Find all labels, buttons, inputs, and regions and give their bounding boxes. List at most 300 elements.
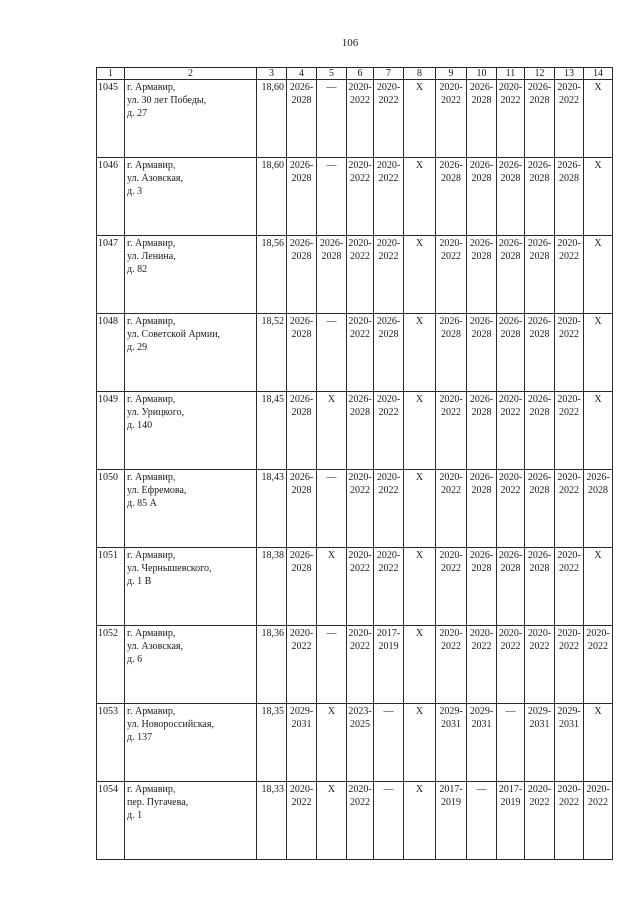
period-line: 2022	[350, 797, 370, 808]
period-cell	[436, 392, 467, 470]
area-cell: 18,60	[257, 80, 287, 158]
period-line: 2020-	[557, 472, 581, 483]
period-cell	[374, 392, 404, 470]
period-line: 2026-	[498, 316, 523, 327]
period-line: Х	[415, 472, 424, 483]
period-cell	[497, 782, 525, 860]
period-cell	[287, 548, 317, 626]
period-line: 2022	[500, 407, 521, 418]
period-line: 2020-	[376, 394, 401, 405]
period-line: 2020-	[439, 628, 463, 639]
period-line: 2022	[378, 563, 399, 574]
period-cell	[374, 704, 404, 782]
period-line: —	[326, 628, 337, 639]
table-row	[97, 158, 613, 236]
period-line: 2020-	[557, 238, 581, 249]
period-cell	[436, 626, 467, 704]
period-line: 2020-	[557, 628, 581, 639]
period-line: Х	[415, 394, 424, 405]
period-line: 2022	[588, 797, 608, 808]
period-line: Х	[594, 550, 602, 561]
period-cell	[287, 392, 317, 470]
period-cell	[347, 626, 374, 704]
period-line: 2022	[441, 641, 461, 652]
period-cell	[467, 158, 497, 236]
period-line: 2026-	[319, 238, 344, 249]
table-row	[97, 470, 613, 548]
column-number: 14	[584, 68, 613, 80]
period-cell	[584, 236, 613, 314]
period-cell	[467, 314, 497, 392]
period-cell	[374, 80, 404, 158]
address-cell	[125, 704, 257, 782]
address-cell	[125, 80, 257, 158]
period-line: 2026-	[469, 472, 494, 483]
column-number: 2	[125, 68, 257, 80]
address-line: г. Армавир,	[127, 394, 176, 405]
address-line: пер. Пугачева,	[127, 797, 189, 808]
period-cell	[555, 470, 584, 548]
period-cell	[347, 392, 374, 470]
period-line: 2026-	[289, 316, 314, 327]
period-line: Х	[594, 706, 602, 717]
address-line: ул. 30 лет Победы,	[127, 95, 207, 106]
address-line: ул. Советской Армии,	[127, 329, 221, 340]
period-line: Х	[594, 238, 602, 249]
period-line: 2022	[378, 251, 399, 262]
period-cell	[317, 470, 347, 548]
period-line: 2022	[441, 251, 461, 262]
period-line: Х	[415, 706, 424, 717]
period-line: 2026-	[289, 160, 314, 171]
table-row	[97, 704, 613, 782]
period-cell	[374, 158, 404, 236]
period-cell	[317, 158, 347, 236]
address-line: д. 1	[127, 810, 143, 821]
period-line: 2022	[350, 329, 370, 340]
period-line: Х	[594, 316, 602, 327]
period-cell	[584, 782, 613, 860]
period-line: 2020-	[557, 394, 581, 405]
row-number: 1050	[97, 470, 125, 548]
period-cell	[317, 236, 347, 314]
area-cell: 18,52	[257, 314, 287, 392]
period-line: 2028	[559, 173, 579, 184]
period-line: 2028	[500, 329, 521, 340]
period-line: 2026-	[498, 160, 523, 171]
period-line: 2019	[500, 797, 521, 808]
period-line: 2026-	[348, 394, 372, 405]
period-cell	[555, 392, 584, 470]
address-line: д. 27	[127, 108, 148, 119]
period-line: 2028	[321, 251, 342, 262]
period-line: 2029-	[557, 706, 581, 717]
period-line: 2017-	[498, 784, 523, 795]
period-cell	[374, 314, 404, 392]
period-cell	[555, 314, 584, 392]
area-cell: 18,45	[257, 392, 287, 470]
period-line: 2022	[500, 95, 521, 106]
period-cell	[584, 626, 613, 704]
period-cell	[467, 704, 497, 782]
address-line: г. Армавир,	[127, 784, 176, 795]
period-cell	[467, 236, 497, 314]
period-line: 2020-	[376, 238, 401, 249]
period-line: 2022	[441, 563, 461, 574]
period-cell	[525, 704, 555, 782]
period-line: 2028	[291, 95, 312, 106]
period-line: 2029-	[289, 706, 314, 717]
period-line: 2026-	[469, 316, 494, 327]
area-cell: 18,38	[257, 548, 287, 626]
row-number: 1049	[97, 392, 125, 470]
column-number: 10	[467, 68, 497, 80]
column-number: 1	[97, 68, 125, 80]
period-line: 2022	[559, 641, 579, 652]
period-line: Х	[327, 706, 336, 717]
period-line: 2022	[350, 563, 370, 574]
period-cell	[467, 80, 497, 158]
period-cell	[497, 626, 525, 704]
table-row	[97, 626, 613, 704]
period-line: 2028	[529, 251, 550, 262]
period-line: 2022	[441, 485, 461, 496]
period-line: —	[476, 784, 487, 795]
column-number: 5	[317, 68, 347, 80]
period-cell	[374, 782, 404, 860]
period-cell	[497, 314, 525, 392]
address-line: д. 85 А	[127, 498, 157, 509]
period-line: 2028	[350, 407, 370, 418]
period-line: 2028	[291, 329, 312, 340]
period-cell	[374, 626, 404, 704]
period-cell	[317, 392, 347, 470]
period-line: 2020-	[439, 238, 463, 249]
period-line: 2028	[529, 563, 550, 574]
period-cell	[287, 704, 317, 782]
period-cell	[436, 314, 467, 392]
period-line: 2029-	[469, 706, 494, 717]
period-line: 2028	[588, 485, 608, 496]
period-line: 2022	[350, 251, 370, 262]
period-cell	[347, 782, 374, 860]
period-line: 2031	[471, 719, 492, 730]
period-line: —	[383, 784, 394, 795]
period-line: 2028	[529, 329, 550, 340]
period-line: 2028	[471, 485, 492, 496]
address-line: ул. Ефремова,	[127, 485, 187, 496]
period-line: 2028	[291, 173, 312, 184]
period-line: 2019	[441, 797, 461, 808]
period-cell	[287, 626, 317, 704]
period-line: 2019	[378, 641, 399, 652]
period-line: 2026-	[527, 394, 552, 405]
address-line: г. Армавир,	[127, 238, 176, 249]
period-line: 2026-	[439, 316, 463, 327]
period-line: 2026-	[557, 160, 581, 171]
period-cell	[317, 704, 347, 782]
period-line: 2028	[291, 485, 312, 496]
period-line: 2022	[559, 329, 579, 340]
period-line: 2022	[559, 485, 579, 496]
period-line: 2026-	[289, 472, 314, 483]
period-cell	[347, 548, 374, 626]
housing-schedule-table	[96, 67, 613, 860]
period-line: 2020-	[498, 394, 523, 405]
period-cell	[404, 782, 436, 860]
period-cell	[347, 236, 374, 314]
period-line: 2020-	[348, 238, 372, 249]
column-number-row	[97, 68, 613, 80]
period-line: 2022	[350, 95, 370, 106]
period-line: 2026-	[376, 316, 401, 327]
period-cell	[525, 548, 555, 626]
address-line: ул. Чернышевского,	[127, 563, 212, 574]
period-line: 2026-	[527, 472, 552, 483]
period-line: 2028	[529, 407, 550, 418]
address-line: д. 1 В	[127, 576, 152, 587]
period-line: Х	[327, 394, 336, 405]
row-number: 1052	[97, 626, 125, 704]
period-line: 2026-	[469, 82, 494, 93]
address-line: д. 82	[127, 264, 148, 275]
column-number: 8	[404, 68, 436, 80]
period-cell	[436, 80, 467, 158]
address-line: ул. Азовская,	[127, 641, 184, 652]
period-line: Х	[327, 550, 336, 561]
period-cell	[317, 548, 347, 626]
period-line: 2028	[291, 407, 312, 418]
period-cell	[404, 626, 436, 704]
period-line: 2026-	[527, 238, 552, 249]
period-cell	[436, 782, 467, 860]
period-line: Х	[594, 394, 602, 405]
period-cell	[317, 626, 347, 704]
column-number: 4	[287, 68, 317, 80]
period-line: 2026-	[289, 550, 314, 561]
period-cell	[404, 392, 436, 470]
period-line: 2020-	[439, 550, 463, 561]
period-cell	[525, 158, 555, 236]
period-cell	[287, 236, 317, 314]
table-row	[97, 314, 613, 392]
period-cell	[497, 470, 525, 548]
period-line: 2022	[500, 641, 521, 652]
address-line: г. Армавир,	[127, 316, 176, 327]
period-cell	[525, 236, 555, 314]
period-cell	[404, 314, 436, 392]
period-cell	[497, 704, 525, 782]
period-line: 2020-	[348, 784, 372, 795]
period-cell	[347, 470, 374, 548]
period-line: 2026-	[527, 550, 552, 561]
period-line: 2022	[441, 95, 461, 106]
period-cell	[287, 314, 317, 392]
period-line: 2028	[529, 485, 550, 496]
period-cell	[525, 80, 555, 158]
period-line: 2020-	[439, 472, 463, 483]
address-cell	[125, 782, 257, 860]
period-line: 2020-	[289, 784, 314, 795]
period-cell	[467, 782, 497, 860]
address-line: ул. Азовская,	[127, 173, 184, 184]
period-line: 2020-	[498, 472, 523, 483]
period-line: 2022	[350, 173, 370, 184]
period-cell	[287, 782, 317, 860]
period-line: 2029-	[527, 706, 552, 717]
period-cell	[374, 548, 404, 626]
period-cell	[584, 392, 613, 470]
period-line: 2026-	[469, 160, 494, 171]
period-line: —	[326, 316, 337, 327]
period-line: 2026-	[469, 238, 494, 249]
column-number: 6	[347, 68, 374, 80]
address-line: г. Армавир,	[127, 82, 176, 93]
period-cell	[404, 236, 436, 314]
period-line: 2020-	[527, 628, 552, 639]
period-cell	[436, 548, 467, 626]
period-line: 2028	[471, 173, 492, 184]
period-cell	[404, 158, 436, 236]
period-cell	[584, 80, 613, 158]
address-line: д. 6	[127, 654, 143, 665]
period-line: 2022	[350, 485, 370, 496]
period-line: 2022	[378, 95, 399, 106]
row-number: 1045	[97, 80, 125, 158]
period-cell	[347, 158, 374, 236]
period-line: 2031	[291, 719, 312, 730]
table-row	[97, 782, 613, 860]
period-cell	[555, 80, 584, 158]
period-line: 2026-	[586, 472, 610, 483]
period-line: 2028	[471, 329, 492, 340]
period-cell	[317, 782, 347, 860]
address-cell	[125, 392, 257, 470]
period-line: —	[383, 706, 394, 717]
period-line: 2022	[378, 485, 399, 496]
period-line: 2026-	[289, 394, 314, 405]
column-number: 9	[436, 68, 467, 80]
period-cell	[467, 548, 497, 626]
period-line: 2022	[529, 641, 550, 652]
period-cell	[555, 548, 584, 626]
period-line: —	[326, 82, 337, 93]
period-cell	[555, 782, 584, 860]
period-line: 2020-	[498, 82, 523, 93]
period-line: 2020-	[348, 628, 372, 639]
area-cell: 18,60	[257, 158, 287, 236]
address-line: г. Армавир,	[127, 706, 176, 717]
address-cell	[125, 470, 257, 548]
period-line: 2022	[559, 95, 579, 106]
area-cell: 18,35	[257, 704, 287, 782]
period-line: 2022	[500, 485, 521, 496]
period-line: Х	[594, 82, 602, 93]
period-line: 2020-	[498, 628, 523, 639]
period-line: 2020-	[289, 628, 314, 639]
period-line: 2020-	[557, 82, 581, 93]
row-number: 1053	[97, 704, 125, 782]
period-line: 2026-	[527, 82, 552, 93]
period-line: 2023-	[348, 706, 372, 717]
period-cell	[287, 80, 317, 158]
period-line: 2028	[471, 95, 492, 106]
address-line: ул. Урицкого,	[127, 407, 185, 418]
period-cell	[555, 704, 584, 782]
period-cell	[467, 470, 497, 548]
period-line: Х	[415, 238, 424, 249]
period-line: Х	[415, 550, 424, 561]
address-cell	[125, 548, 257, 626]
address-line: д. 140	[127, 420, 153, 431]
period-line: 2022	[378, 407, 399, 418]
address-line: ул. Новороссийская,	[127, 719, 214, 730]
address-line: ул. Ленина,	[127, 251, 176, 262]
period-line: 2028	[529, 173, 550, 184]
period-line: 2022	[559, 797, 579, 808]
area-cell: 18,43	[257, 470, 287, 548]
period-line: 2026-	[469, 550, 494, 561]
period-line: 2020-	[557, 550, 581, 561]
period-line: 2028	[500, 251, 521, 262]
period-cell	[525, 470, 555, 548]
table-row	[97, 392, 613, 470]
period-line: 2020-	[469, 628, 494, 639]
period-cell	[404, 470, 436, 548]
period-line: —	[505, 706, 516, 717]
period-cell	[404, 548, 436, 626]
period-line: 2022	[588, 641, 608, 652]
row-number: 1047	[97, 236, 125, 314]
period-line: 2020-	[557, 784, 581, 795]
row-number: 1046	[97, 158, 125, 236]
period-line: 2020-	[439, 82, 463, 93]
period-cell	[404, 704, 436, 782]
period-cell	[497, 158, 525, 236]
period-cell	[584, 548, 613, 626]
period-cell	[436, 236, 467, 314]
period-cell	[497, 236, 525, 314]
period-line: 2026-	[498, 550, 523, 561]
period-line: Х	[594, 160, 602, 171]
period-line: 2022	[378, 173, 399, 184]
period-cell	[584, 704, 613, 782]
period-line: Х	[415, 82, 424, 93]
period-cell	[555, 236, 584, 314]
period-line: 2026-	[527, 160, 552, 171]
period-line: 2020-	[376, 82, 401, 93]
area-cell: 18,33	[257, 782, 287, 860]
column-number: 11	[497, 68, 525, 80]
period-line: 2031	[441, 719, 461, 730]
area-cell: 18,36	[257, 626, 287, 704]
period-line: 2020-	[376, 550, 401, 561]
period-line: 2022	[559, 251, 579, 262]
period-cell	[525, 392, 555, 470]
period-line: 2029-	[439, 706, 463, 717]
row-number: 1048	[97, 314, 125, 392]
address-line: г. Армавир,	[127, 550, 176, 561]
period-line: 2020-	[348, 550, 372, 561]
period-line: 2022	[291, 641, 312, 652]
period-cell	[584, 314, 613, 392]
address-cell	[125, 158, 257, 236]
period-line: 2020-	[527, 784, 552, 795]
period-line: 2022	[529, 797, 550, 808]
period-cell	[317, 80, 347, 158]
period-line: 2022	[471, 641, 492, 652]
period-line: 2026-	[498, 238, 523, 249]
